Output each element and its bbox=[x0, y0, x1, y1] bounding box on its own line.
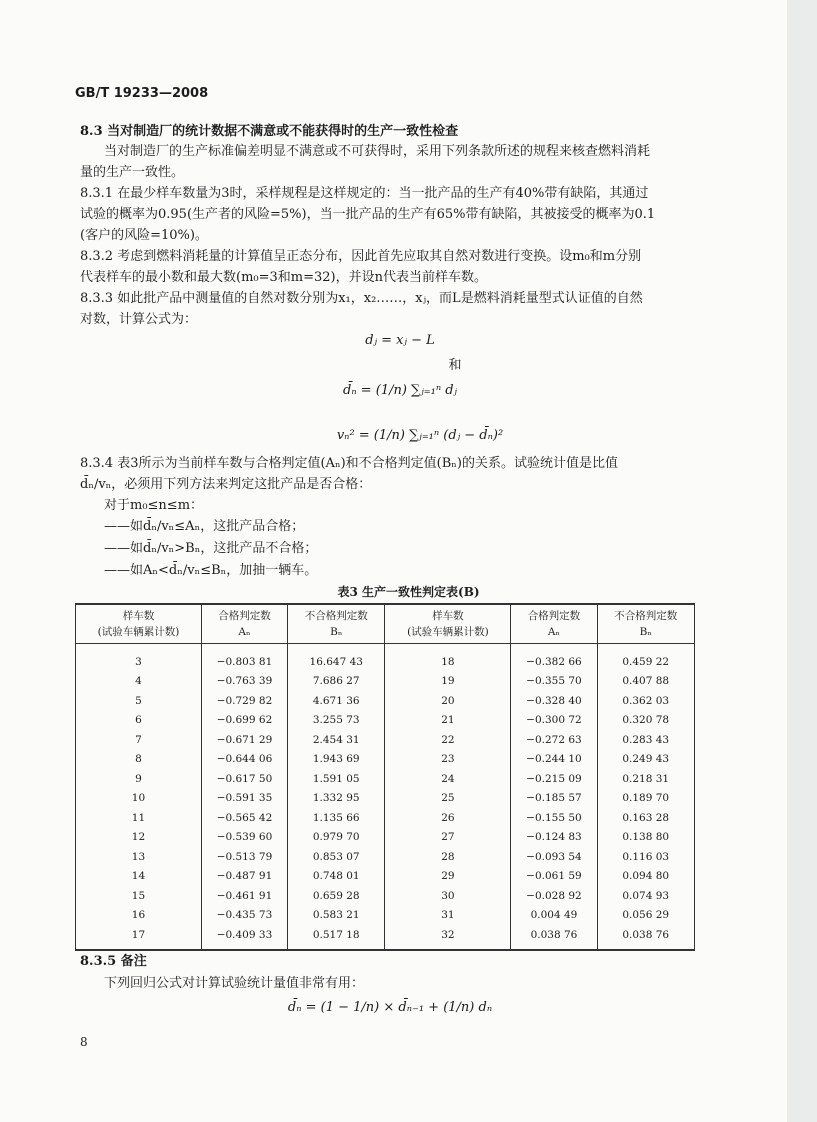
paragraph: 8.3.1 在最少样车数量为3时，采样规程是这样规定的：当一批产品的生产有40%带有缺陷，其通过 bbox=[80, 186, 649, 201]
column-header-sublabel: Aₙ bbox=[547, 626, 561, 638]
table-cell: −0.591 35 bbox=[201, 789, 287, 809]
table-cell: 9 bbox=[76, 769, 202, 789]
list-item: ——如Aₙ<d̄ₙ/vₙ≤Bₙ，加抽一辆车。 bbox=[104, 563, 318, 578]
table-cell: 0.283 43 bbox=[597, 730, 695, 750]
column-header-sublabel: Bₙ bbox=[330, 626, 343, 638]
column-header-label: 样车数 bbox=[122, 610, 155, 622]
table-cell: 0.038 76 bbox=[597, 925, 695, 950]
table-cell: −0.565 42 bbox=[201, 808, 287, 828]
paragraph: 试验的概率为0.95(生产者的风险=5%)，当一批产品的生产有65%带有缺陷，其被接受的概率为0.1 bbox=[80, 207, 656, 222]
table-cell: −0.803 81 bbox=[201, 644, 287, 672]
table-cell: 0.074 93 bbox=[597, 886, 695, 906]
page-number: 8 bbox=[80, 1035, 88, 1049]
table-cell: −0.409 33 bbox=[201, 925, 287, 950]
table-cell: 7.686 27 bbox=[288, 672, 385, 692]
conformity-table bbox=[75, 603, 695, 951]
table-cell: −0.124 83 bbox=[511, 828, 597, 848]
table-cell: 5 bbox=[76, 691, 202, 711]
formula-mean: d̄ₙ = (1/n) ∑ⱼ₌₁ⁿ dⱼ bbox=[343, 383, 457, 398]
table-cell: −0.244 10 bbox=[511, 750, 597, 770]
table-row bbox=[76, 711, 695, 731]
table-cell: 10 bbox=[76, 789, 202, 809]
table-cell: 13 bbox=[76, 847, 202, 867]
paragraph: 8.3.2 考虑到燃料消耗量的计算值呈正态分布，因此首先应取其自然对数进行变换。设m₀和m分别 bbox=[80, 249, 642, 264]
table-cell: −0.644 06 bbox=[201, 750, 287, 770]
table-cell: 1.943 69 bbox=[288, 750, 385, 770]
table-cell: 0.583 21 bbox=[288, 906, 385, 926]
table-cell: −0.215 09 bbox=[511, 769, 597, 789]
paragraph: d̄ₙ/vₙ，必须用下列方法来判定这批产品是否合格： bbox=[80, 477, 372, 492]
table-cell: −0.300 72 bbox=[511, 711, 597, 731]
column-header-label: 不合格判定数 bbox=[614, 610, 678, 622]
table-cell: 0.517 18 bbox=[288, 925, 385, 950]
column-header-label: 合格判定数 bbox=[218, 610, 271, 622]
table-cell: 1.591 05 bbox=[288, 769, 385, 789]
table-cell: 0.659 28 bbox=[288, 886, 385, 906]
table-caption: 表3 生产一致性判定表(B) bbox=[337, 585, 480, 599]
formula-variance: vₙ² = (1/n) ∑ⱼ₌₁ⁿ (dⱼ − d̄ₙ)² bbox=[336, 428, 504, 443]
table-cell: 3.255 73 bbox=[288, 711, 385, 731]
table-cell: −0.513 79 bbox=[201, 847, 287, 867]
table-row bbox=[76, 750, 695, 770]
table-cell: 27 bbox=[385, 828, 511, 848]
document-code: GB/T 19233—2008 bbox=[75, 86, 209, 101]
table-cell: −0.155 50 bbox=[511, 808, 597, 828]
table-cell: 4 bbox=[76, 672, 202, 692]
table-cell: −0.435 73 bbox=[201, 906, 287, 926]
column-header-label: 不合格判定数 bbox=[304, 610, 368, 622]
table-cell: 18 bbox=[385, 644, 511, 672]
table-cell: 19 bbox=[385, 672, 511, 692]
formula-regression: d̄ₙ = (1 − 1/n) × d̄ₙ₋₁ + (1/n) dₙ bbox=[287, 1000, 493, 1015]
table-cell: 0.218 31 bbox=[597, 769, 695, 789]
table-cell: 8 bbox=[76, 750, 202, 770]
table-cell: −0.617 50 bbox=[201, 769, 287, 789]
table-cell: 0.038 76 bbox=[511, 925, 597, 950]
table-cell: −0.355 70 bbox=[511, 672, 597, 692]
table-row bbox=[76, 808, 695, 828]
table-cell: 6 bbox=[76, 711, 202, 731]
table-cell: 0.094 80 bbox=[597, 867, 695, 887]
table-cell: −0.382 66 bbox=[511, 644, 597, 672]
column-header bbox=[511, 604, 597, 644]
table-cell: 0.163 28 bbox=[597, 808, 695, 828]
table-row bbox=[76, 730, 695, 750]
table-cell: 26 bbox=[385, 808, 511, 828]
table-cell: −0.061 59 bbox=[511, 867, 597, 887]
list-item: ——如d̄ₙ/vₙ>Bₙ，这批产品不合格； bbox=[104, 541, 318, 556]
table-cell: 31 bbox=[385, 906, 511, 926]
table-cell: 16 bbox=[76, 906, 202, 926]
paragraph: 8.3.4 表3所示为当前样车数与合格判定值(Aₙ)和不合格判定值(Bₙ)的关系。试验统计值是比值 bbox=[80, 456, 618, 471]
paragraph: 对数，计算公式为： bbox=[80, 312, 198, 327]
table-cell: 4.671 36 bbox=[288, 691, 385, 711]
table-cell: 32 bbox=[385, 925, 511, 950]
paragraph: 量的生产一致性。 bbox=[80, 165, 185, 180]
list-item: ——如d̄ₙ/vₙ≤Aₙ，这批产品合格； bbox=[104, 519, 305, 534]
table-cell: 30 bbox=[385, 886, 511, 906]
table-cell: 15 bbox=[76, 886, 202, 906]
table-cell: −0.028 92 bbox=[511, 886, 597, 906]
table-cell: −0.328 40 bbox=[511, 691, 597, 711]
table-cell: 22 bbox=[385, 730, 511, 750]
table-row bbox=[76, 925, 695, 950]
table-cell: 25 bbox=[385, 789, 511, 809]
column-header bbox=[288, 604, 385, 644]
paragraph: (客户的风险=10%)。 bbox=[80, 228, 208, 243]
column-header bbox=[201, 604, 287, 644]
table-cell: 14 bbox=[76, 867, 202, 887]
table-cell: 20 bbox=[385, 691, 511, 711]
table-cell: 2.454 31 bbox=[288, 730, 385, 750]
paragraph: 代表样车的最小数和最大数(m₀=3和m=32)，并设n代表当前样车数。 bbox=[80, 270, 487, 285]
paragraph: 对于m₀≤n≤m： bbox=[104, 498, 204, 513]
column-header bbox=[385, 604, 511, 644]
formula-and: 和 bbox=[448, 358, 462, 373]
table-cell: 0.056 29 bbox=[597, 906, 695, 926]
table-row bbox=[76, 789, 695, 809]
table-cell: 1.332 95 bbox=[288, 789, 385, 809]
table-row bbox=[76, 644, 695, 672]
table-cell: −0.729 82 bbox=[201, 691, 287, 711]
table-cell: −0.763 39 bbox=[201, 672, 287, 692]
section-heading: 8.3 当对制造厂的统计数据不满意或不能获得时的生产一致性检查 bbox=[80, 124, 459, 139]
column-header-label: 样车数 bbox=[432, 610, 464, 622]
table-cell: 17 bbox=[76, 925, 202, 950]
column-header bbox=[597, 604, 695, 644]
table-cell: −0.699 62 bbox=[201, 711, 287, 731]
table-row bbox=[76, 867, 695, 887]
table-cell: 7 bbox=[76, 730, 202, 750]
table-row bbox=[76, 906, 695, 926]
table-row bbox=[76, 847, 695, 867]
paragraph: 当对制造厂的生产标准偏差明显不满意或不可获得时，采用下列条款所述的规程来核查燃料消耗 bbox=[104, 144, 651, 159]
column-header-sublabel: (试验车辆累计数) bbox=[97, 626, 180, 638]
paragraph: 8.3.3 如此批产品中测量值的自然对数分别为x₁，x₂……，xⱼ，而L是燃料消耗量型式认证值的自然 bbox=[80, 291, 643, 306]
table-cell: −0.461 91 bbox=[201, 886, 287, 906]
table-cell: 0.320 78 bbox=[597, 711, 695, 731]
table-row bbox=[76, 691, 695, 711]
column-header-sublabel: Bₙ bbox=[639, 626, 652, 638]
table-cell: 0.979 70 bbox=[288, 828, 385, 848]
formula-d-j: dⱼ = xⱼ − L bbox=[365, 333, 435, 348]
table-cell: 24 bbox=[385, 769, 511, 789]
table-cell: −0.272 63 bbox=[511, 730, 597, 750]
table-cell: 0.362 03 bbox=[597, 691, 695, 711]
table-cell: 16.647 43 bbox=[288, 644, 385, 672]
table-cell: 21 bbox=[385, 711, 511, 731]
table-cell: 0.189 70 bbox=[597, 789, 695, 809]
table-cell: 0.138 80 bbox=[597, 828, 695, 848]
table-cell: 3 bbox=[76, 644, 202, 672]
column-header bbox=[76, 604, 202, 644]
table-cell: 0.407 88 bbox=[597, 672, 695, 692]
table-row bbox=[76, 672, 695, 692]
table-row bbox=[76, 828, 695, 848]
table-cell: 28 bbox=[385, 847, 511, 867]
table-cell: 0.116 03 bbox=[597, 847, 695, 867]
table-cell: 11 bbox=[76, 808, 202, 828]
table-row bbox=[76, 769, 695, 789]
table-cell: 0.748 01 bbox=[288, 867, 385, 887]
table-cell: −0.185 57 bbox=[511, 789, 597, 809]
section-heading: 8.3.5 备注 bbox=[80, 954, 147, 969]
column-header-sublabel: Aₙ bbox=[238, 626, 251, 638]
table-cell: 1.135 66 bbox=[288, 808, 385, 828]
table-cell: 12 bbox=[76, 828, 202, 848]
table-cell: 23 bbox=[385, 750, 511, 770]
table-row bbox=[76, 886, 695, 906]
column-header-sublabel: (试验车辆累计数) bbox=[407, 626, 489, 638]
paragraph: 下列回归公式对计算试验统计量值非常有用： bbox=[104, 976, 365, 991]
table-cell: 0.853 07 bbox=[288, 847, 385, 867]
column-header-label: 合格判定数 bbox=[527, 610, 581, 622]
table-cell: −0.487 91 bbox=[201, 867, 287, 887]
table-cell: 29 bbox=[385, 867, 511, 887]
table-cell: −0.093 54 bbox=[511, 847, 597, 867]
table-cell: 0.249 43 bbox=[597, 750, 695, 770]
table-cell: 0.459 22 bbox=[597, 644, 695, 672]
table-cell: −0.539 60 bbox=[201, 828, 287, 848]
page-edge bbox=[787, 0, 817, 1122]
table-cell: −0.671 29 bbox=[201, 730, 287, 750]
table-cell: 0.004 49 bbox=[511, 906, 597, 926]
